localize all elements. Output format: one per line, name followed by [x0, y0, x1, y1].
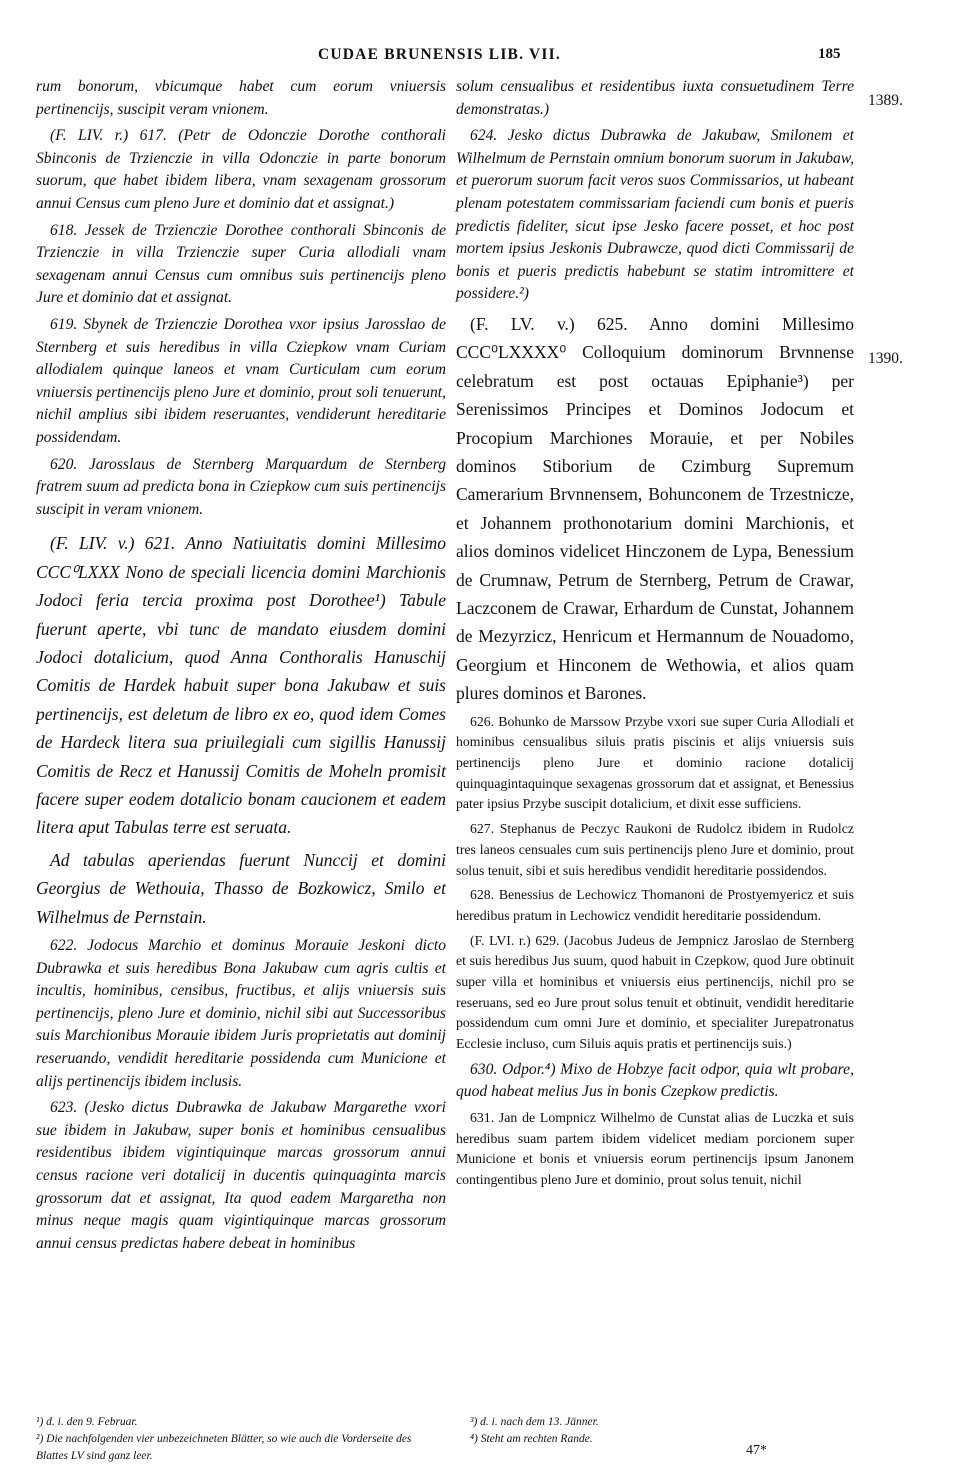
- entry-628: 628. Benessius de Lechowicz Thomanoni de Prostyemyericz et suis heredibus pratum in Lechowicz vendidit hereditarie possidendum.: [456, 887, 854, 923]
- left-column: [36, 76, 446, 1255]
- entry-625: (F. LV. v.) 625. Anno domini Millesimo CCC⁰LXXXX⁰ Colloquium dominorum Brvnnense celebratum est post octauas Epiphanie³) per Serenissimos Principes et Dominos Jodocum et Procopium Marchiones Morauie, et per Nobiles dominos Stiborium de Czimburg Supremum Camerarium Brvnnensem, Bohunconem de Trzestnicze, et Johannem prothonotarium domini Marchionis, et alios dominos videlicet Hinczonem de Lypa, Benessium de Crumnaw, Petrum de Sternberg, Petrum de Crawar, Laczconem de Crawar, Erhardum de Cunstat, Johannem de Mezyrzicz, Henricum et Hermannum de Nouadomo, Georgium et Hinconem de Wethowia, et alios quam plures dominos et Barones.: [456, 313, 854, 704]
- entry-623-continuation: solum censualibus et residentibus iuxta consuetudinem Terre demonstratas.): [456, 78, 854, 118]
- running-title: CUDAE BRUNENSIS LIB. VII.: [318, 46, 561, 63]
- page-header: [0, 46, 960, 72]
- entry-623: 623. (Jesko dictus Dubrawka de Jakubaw Margarethe vxori sue ibidem in Jakubaw, super bonis et hominibus censualibus residentibus ibidem vigintiquinque marcas grossorum annui census racione veri dotalicij in ducentis quinquaginta marcis grossorum dat et assignat, Ita quod eadem Margaretha non minus neque magis quam vigintiquinque marcas grossorum annui census predictas habere debeat in hominibus: [36, 1099, 446, 1252]
- entry-626: 626. Bohunko de Marssow Przybe vxori sue super Curia Allodiali et hominibus censualibus siluis pratis piscinis et alijs vniuersis suis pertinencijs pleno Jure et dominio racione dotalicij quinquagintaquinque sexagenas grossorum dat et assignat, et Benessius pater ipsius Przybe suscipit dotalicium, et dixit esse sufficiens.: [456, 713, 854, 812]
- footnote-3: ³) d. i. nach dem 13. Jänner.: [470, 1416, 599, 1428]
- footnote-1: ¹) d. i. den 9. Februar.: [36, 1416, 138, 1428]
- entry-630: 630. Odpor.⁴) Mixo de Hobzye facit odpor, quia wlt probare, quod habeat melius Jus in bonis Czepkow predictis.: [456, 1060, 854, 1101]
- entry-619: 619. Sbynek de Trzienczie Dorothea vxor ipsius Jarosslao de Sternberg et suis heredibus in villa Cziepkow vnam Curiam allodialem quinque laneos et vnam Curticulam cum eorum vniuersis pertinencijs pleno Jure et dominio, prout soli tenuerunt, nichil amplius sibi ibidem reseruantes, vendiderunt hereditarie possidendam.: [36, 315, 446, 446]
- entry-629: (F. LVI. r.) 629. (Jacobus Judeus de Jempnicz Jaroslao de Sternberg et suis heredibus Jus suum, quod habuit in Czepkow, quod Jure obtinuit super villa et hominibus et vniuersis eius pertinencijs, nichil pro se reseruans, sed eo Jure prout solus tenuit et obtinuit, vendidit hereditarie possidendum cum omni Jure et dominio, et specialiter Jurepatronatus Ecclesie incluso, cum Siluis aquis pratis et pertinencijs suis.): [456, 932, 854, 1052]
- signature-mark: 47*: [746, 1443, 767, 1458]
- entry-621-nuncii: Ad tabulas aperiendas fuerunt Nunccij et domini Georgius de Wethouia, Thasso de Bozkowicz, Smilo et Wilhelmus de Pernstain.: [36, 849, 446, 927]
- margin-year-1390: 1390.: [868, 350, 903, 367]
- entry-621: (F. LIV. v.) 621. Anno Natiuitatis domini Millesimo CCC⁰LXXX Nono de speciali licencia domini Marchionis Jodoci feria tercia proxima post Dorothee¹) Tabule fuerunt aperte, vbi tunc de mandato eiusdem domini Jodoci dotalicium, quod Anna Conthoralis Hanuschij Comitis de Hardek habuit super bona Jakubaw et suis pertinencijs, est deletum de libro ex eo, quod idem Comes de Hardeck litera sua priuilegiali cum sigillis Hanussij Comitis de Recz et Hanussij Comitis de Moheln promisit facere super eodem dotalicio bonam caucionem et eadem litera aput Tabulas terre est seruata.: [36, 533, 446, 838]
- footnote-4: ⁴) Steht am rechten Rande.: [470, 1433, 593, 1445]
- footnote-2: ²) Die nachfolgenden vier unbezeichneten Blätter, so wie auch die Vorderseite des Blattes LV sind ganz leer.: [36, 1433, 412, 1462]
- footnotes-right: [470, 1414, 850, 1448]
- entry-616-continuation: rum bonorum, vbicumque habet cum eorum vniuersis pertinencijs, suscipit veram vnionem.: [36, 78, 446, 118]
- entry-617: (F. LIV. r.) 617. (Petr de Odonczie Dorothe conthorali Sbinconis de Trzienczie in villa Odonczie in parte bonorum suorum, que habet ibidem libera, vnam sexagenam grossorum annui Census cum pleno Jure et dominio dat et assignat.): [36, 127, 446, 212]
- margin-year-1389: 1389.: [868, 92, 903, 109]
- page-number: 185: [818, 46, 841, 62]
- right-column: [456, 76, 854, 1191]
- entry-624: 624. Jesko dictus Dubrawka de Jakubaw, Smilonem et Wilhelmum de Pernstain omnium bonorum suorum in Jakubaw, et puerorum suorum facit veros suos Commissarios, ut habeant plenam potestatem commissariam faciendi cum bonis et pueris predictis fideliter, sicut ipse Jesko facere posset, et hoc post mortem ipsius Jeskonis Dubrawcze, quod dicti Commissarij de bonis et pueris predictis habebunt se statim intromittere et possidere.²): [456, 127, 854, 303]
- footnotes-left: [36, 1414, 446, 1465]
- entry-631: 631. Jan de Lompnicz Wilhelmo de Cunstat alias de Luczka et suis heredibus suam partem ibidem videlicet mediam porcionem super Municione et bonis et vniuersis eorum pertinencijs ipsum Janonem contingentibus pleno Jure et dominio, prout solus tenuit, nichil: [456, 1110, 854, 1188]
- entry-620: 620. Jarosslaus de Sternberg Marquardum de Sternberg fratrem suum ad predicta bona in Cziepkow cum suis pertinencijs suscipit in veram vnionem.: [36, 455, 446, 518]
- entry-622: 622. Jodocus Marchio et dominus Morauie Jeskoni dicto Dubrawka et suis heredibus Bona Jakubaw cum agris cultis et incultis, hominibus, censibus, fructibus, et alijs vniuersis suis pertinencijs, pleno Jure et dominio, nichil sibi aut Successoribus suis Marchionibus Morauie ibidem Juris proprietatis aut dominij reseruando, vendidit hereditarie possidenda cum Municione et alijs pertinencijs ibidem inclusis.: [36, 936, 446, 1090]
- entry-618: 618. Jessek de Trzienczie Dorothee conthorali Sbinconis de Trzienczie in villa Trzienczie super Curia allodiali vnam sexagenam annui Census cum omnibus suis pertinencijs pleno Jure et dominio dat et assignat.: [36, 221, 446, 307]
- entry-627: 627. Stephanus de Peczyc Raukoni de Rudolcz ibidem in Rudolcz tres laneos censuales cum suis pertinencijs pleno Jure et dominio, prout solus tenuit, sibi et suis heredibus vendidit hereditarie possidendos.: [456, 821, 854, 878]
